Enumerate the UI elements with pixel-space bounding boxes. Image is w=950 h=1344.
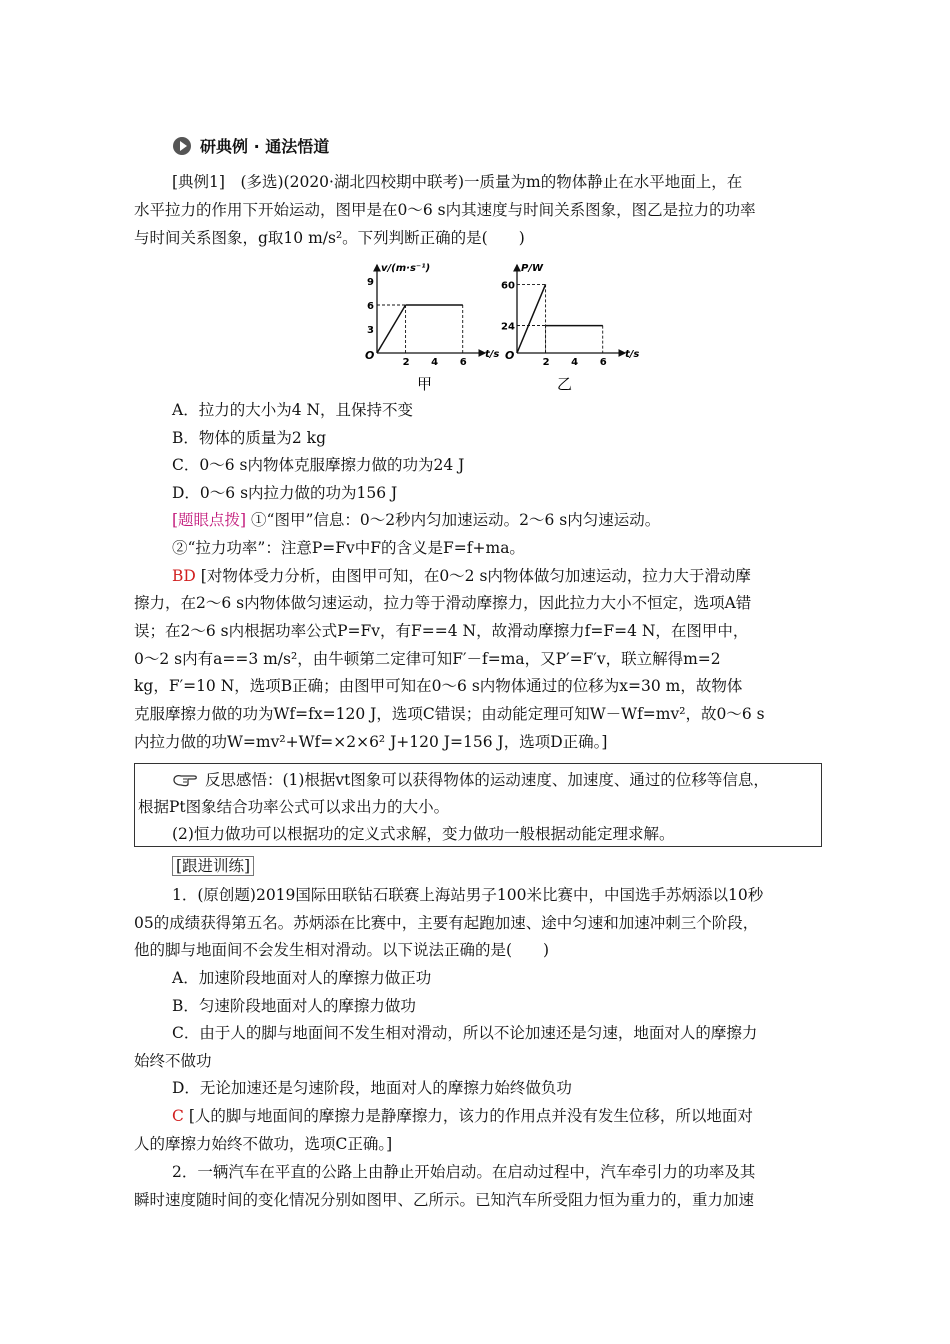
pointing-hand-icon	[172, 771, 200, 787]
option-d: D．0～6 s内拉力做的功为156 J	[172, 484, 398, 502]
x-tick-label: 6	[599, 357, 607, 368]
q1-answer-label: C	[172, 1107, 184, 1125]
origin-label: O	[365, 349, 375, 362]
hint-line-2: ②“拉力功率”：注意P=Fv中F的含义是F=f+ma。	[172, 539, 525, 557]
chart-caption: 甲	[417, 375, 433, 393]
section-title: 研典例 · 通法悟道	[200, 137, 330, 156]
q1-option-c-cont: 始终不做功	[134, 1052, 212, 1070]
reflection-text-1: 反思感悟：(1)根据vt图象可以获得物体的运动速度、加速度、通过的位移等信息，	[204, 771, 769, 789]
reflection-line-2: 根据Pt图象结合功率公式可以求出力的大小。	[138, 798, 450, 816]
analysis-line-7: 内拉力做的功W=mv²+Wf=×2×6² J+120 J=156 J，选项D正确。]	[134, 733, 608, 751]
reflection-line-1	[172, 770, 769, 790]
option-a: A．拉力的大小为4 N，且保持不变	[172, 401, 414, 419]
q1-option-b: B．匀速阶段地面对人的摩擦力做功	[172, 997, 416, 1015]
q1-analysis-line-1	[172, 1106, 753, 1126]
example-line-2: 水平拉力的作用下开始运动，图甲是在0～6 s内其速度与时间关系图象，图乙是拉力的功率	[134, 201, 756, 219]
option-b: B．物体的质量为2 kg	[172, 429, 326, 447]
q1-option-d: D．无论加速还是匀速阶段，地面对人的摩擦力始终做负功	[172, 1079, 572, 1097]
x-tick-label: 4	[571, 357, 579, 368]
chart-velocity	[365, 263, 499, 393]
analysis-line-5: kg，F′=10 N，选项B正确；由图甲可知在0～6 s内物体通过的位移为x=30 m，故物体	[134, 677, 743, 695]
training-label: [跟进训练]	[172, 856, 254, 876]
q1-option-c: C．由于人的脚与地面间不发生相对滑动，所以不论加速还是匀速，地面对人的摩擦力	[172, 1024, 758, 1042]
analysis-line-4: 0～2 s内有a==3 m/s²，由牛顿第二定律可知F′－f=ma，又P′=F′v，联立解得m=2	[134, 650, 721, 668]
x-axis-label: t/s	[485, 349, 500, 360]
origin-label: O	[505, 349, 515, 362]
y-tick-label: 9	[367, 277, 374, 288]
y-axis-label: v/(m·s⁻¹)	[381, 263, 431, 274]
y-tick-label: 60	[501, 280, 515, 292]
training-label-line	[172, 856, 254, 876]
example-charts	[355, 258, 640, 398]
analysis-text-1: [对物体受力分析，由图甲可知，在0～2 s内物体做匀加速运动，拉力大于滑动摩	[200, 567, 751, 585]
y-axis-label: P/W	[521, 263, 544, 274]
q1-analysis-line-2: 人的摩擦力始终不做功，选项C正确。]	[134, 1135, 393, 1153]
example-line-1: [典例1] (多选)(2020·湖北四校期中联考)一质量为m的物体静止在水平地面上，在	[172, 173, 743, 191]
x-tick-label: 6	[459, 357, 467, 368]
reflection-line-3: (2)恒力做功可以根据功的定义式求解，变力做功一般根据动能定理求解。	[172, 825, 675, 843]
play-circle-icon	[172, 136, 192, 156]
x-axis-label: t/s	[625, 349, 640, 360]
q1-line-3: 他的脚与地面间不会发生相对滑动。以下说法正确的是( )	[134, 941, 550, 959]
analysis-line-6: 克服摩擦力做的功为Wf=fx=120 J，选项C错误；由动能定理可知W－Wf=mv²，故0～6 s	[134, 705, 765, 723]
analysis-line-2: 擦力，在2～6 s内物体做匀速运动，拉力等于滑动摩擦力，因此拉力大小不恒定，选项A错	[134, 594, 752, 612]
x-tick-label: 2	[402, 357, 410, 368]
hint-text-1: ①“图甲”信息：0～2秒内匀加速运动。2～6 s内匀速运动。	[251, 511, 661, 529]
chart-caption: 乙	[557, 375, 573, 393]
q1-line-1: 1．(原创题)2019国际田联钻石联赛上海站男子100米比赛中，中国选手苏炳添以10秒	[172, 886, 764, 904]
q2-line-1: 2．一辆汽车在平直的公路上由静止开始启动。在启动过程中，汽车牵引力的功率及其	[172, 1163, 756, 1181]
y-tick-label: 24	[501, 321, 515, 333]
x-tick-label: 4	[431, 357, 439, 368]
hint-label: [题眼点拨]	[172, 511, 247, 529]
y-tick-label: 3	[367, 325, 374, 336]
series-segment	[517, 284, 546, 353]
q1-option-a: A．加速阶段地面对人的摩擦力做正功	[172, 969, 432, 987]
series-segment	[377, 305, 406, 353]
answer-label: BD	[172, 567, 196, 585]
option-c: C．0～6 s内物体克服摩擦力做的功为24 J	[172, 456, 465, 474]
x-tick-label: 2	[542, 357, 550, 368]
hint-line-1	[172, 510, 660, 530]
analysis-line-1	[172, 566, 751, 586]
chart-power	[501, 263, 639, 393]
analysis-line-3: 误；在2～6 s内根据功率公式P=Fv，有F==4 N，故滑动摩擦力f=F=4 N，在图甲中，	[134, 622, 749, 640]
q1-line-2: 05的成绩获得第五名。苏炳添在比赛中，主要有起跑加速、途中匀速和加速冲刺三个阶段，	[134, 914, 759, 932]
q1-analysis-text-1: [人的脚与地面间的摩擦力是静摩擦力，该力的作用点并没有发生位移，所以地面对	[188, 1107, 753, 1125]
y-tick-label: 6	[367, 301, 374, 312]
section-header	[172, 134, 329, 157]
example-line-3: 与时间关系图象，g取10 m/s²。下列判断正确的是( )	[134, 229, 525, 247]
q2-line-2: 瞬时速度随时间的变化情况分别如图甲、乙所示。已知汽车所受阻力恒为重力的，重力加速	[134, 1191, 755, 1209]
